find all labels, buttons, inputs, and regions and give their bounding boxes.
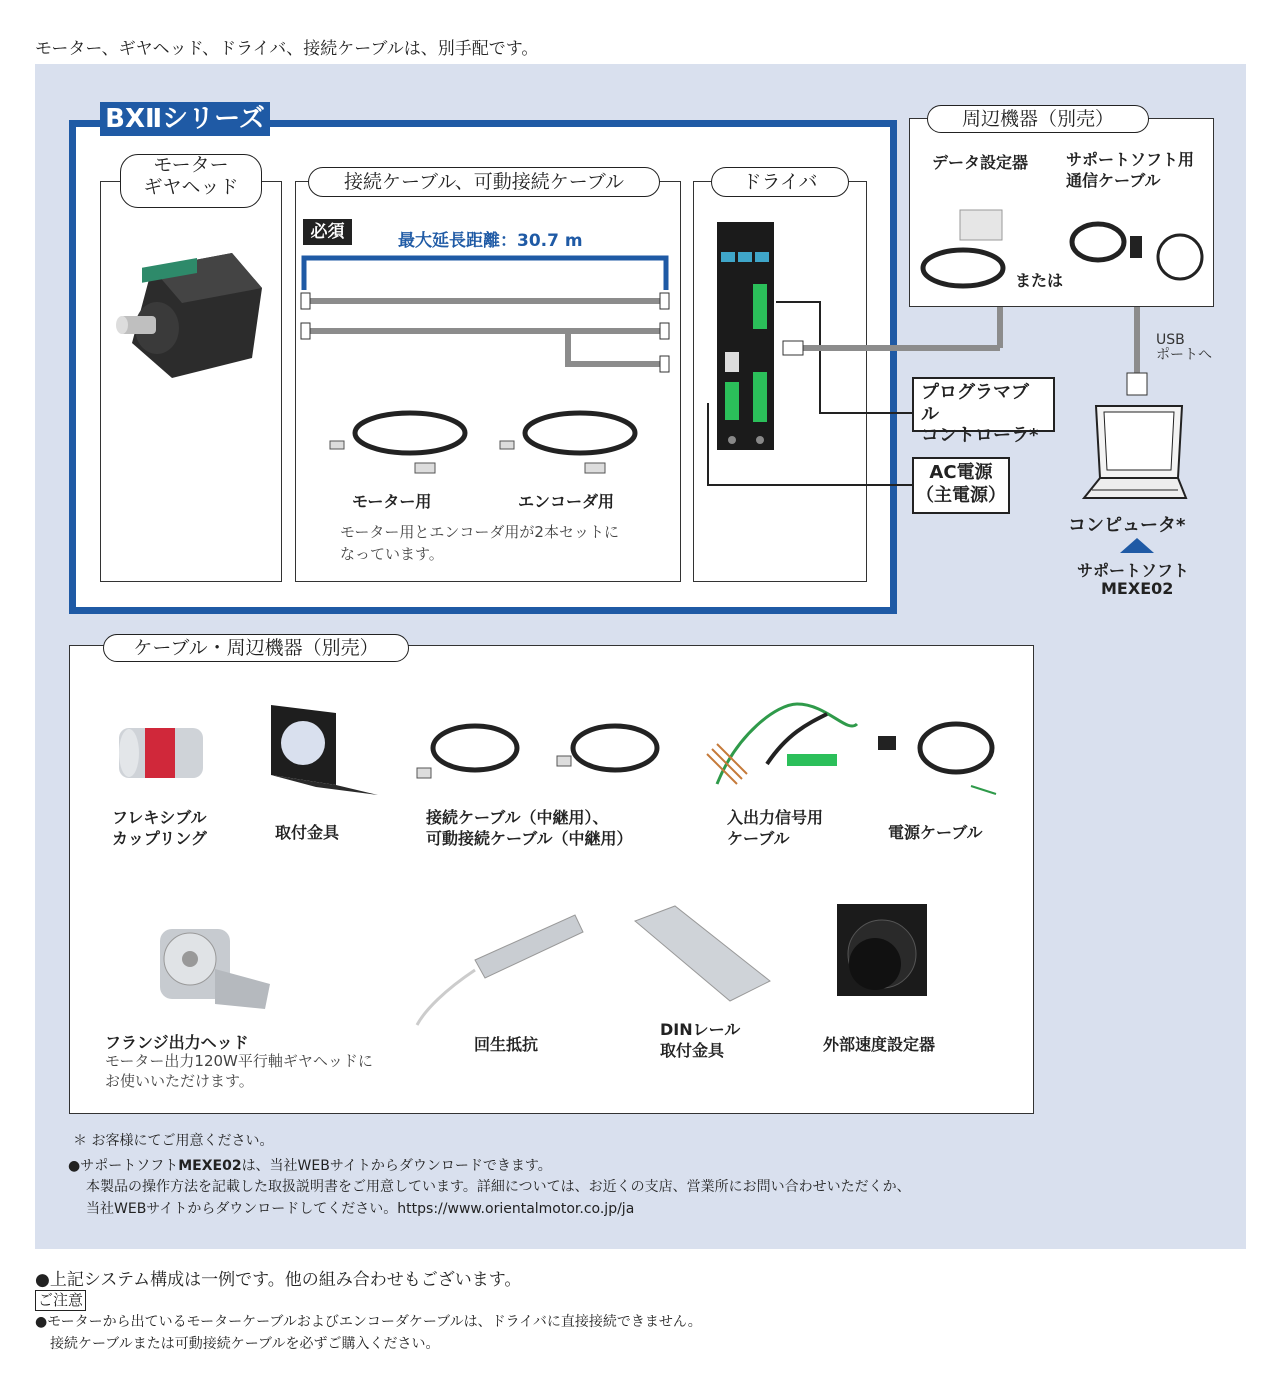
- option-label-power-cable: 電源ケーブル: [888, 823, 983, 842]
- caution-line2: 接続ケーブルまたは可動接続ケーブルを必ずご購入ください。: [50, 1336, 440, 1352]
- support-software-label: サポートソフト: [1077, 561, 1190, 580]
- triangle-up-icon: [1120, 538, 1154, 554]
- speed-setter-image: [835, 902, 935, 1002]
- caution-label: ご注意: [35, 1290, 86, 1311]
- support-cable-image: [1070, 212, 1210, 297]
- cable-set-note: モーター用とエンコーダ用が2本セットに なっています。: [340, 523, 619, 563]
- footnote-asterisk: ＊ お客様にてご用意ください。: [73, 1133, 274, 1149]
- option-label-relay-cable: 接続ケーブル（中継用）、 可動接続ケーブル（中継用）: [426, 808, 633, 848]
- data-setter-image: [918, 208, 1008, 298]
- options-section-title: ケーブル・周辺機器（別売）: [103, 634, 409, 662]
- footnote-support-suffix: は、当社WEBサイトからダウンロードできます。: [241, 1158, 552, 1174]
- option-label-bracket: 取付金具: [275, 823, 340, 842]
- relay-cable-image: [415, 716, 665, 796]
- option-label-flange-head: フランジ出力ヘッド: [105, 1033, 249, 1052]
- option-desc-flange-head: モーター出力120W平行軸ギヤヘッドに お使いいただけます。: [105, 1052, 373, 1091]
- option-label-coupling: フレキシブル カップリング: [112, 808, 207, 848]
- option-label-regen-resistor: 回生抵抗: [474, 1035, 539, 1054]
- computer-label: コンピュータ*: [1068, 515, 1186, 536]
- peripheral-section-title: 周辺機器（別売）: [927, 105, 1149, 133]
- footnote-support-prefix: ●サポートソフト: [68, 1158, 179, 1174]
- io-cable-image: [697, 694, 867, 804]
- encoder-cable-label: エンコーダ用: [518, 492, 615, 511]
- max-length-label: 最大延長距離: [398, 231, 500, 251]
- power-cable-image: [876, 716, 1000, 801]
- caution-line1: ●モーターから出ているモーターケーブルおよびエンコーダケーブルは、ドライバに直接接続できません。: [35, 1314, 702, 1330]
- regen-resistor-image: [415, 910, 585, 1030]
- plc-box: プログラマブル コントローラ*: [912, 377, 1055, 432]
- option-label-speed-setter: 外部速度設定器: [823, 1035, 936, 1054]
- driver-section-title: ドライバ: [711, 167, 849, 197]
- motor-cable-label: モーター用: [352, 492, 432, 511]
- or-label: または: [1015, 271, 1064, 290]
- footnote-support-bold: MEXE02: [178, 1158, 242, 1174]
- max-length-value: ：30.7 m: [500, 231, 583, 251]
- software-name: MEXE02: [1101, 579, 1174, 598]
- coupling-image: [115, 718, 207, 788]
- mounting-bracket-image: [256, 705, 381, 805]
- usb-label: USB ポートへ: [1156, 332, 1212, 364]
- option-label-io-cable: 入出力信号用 ケーブル: [727, 808, 824, 848]
- support-cable-label: サポートソフト用 通信ケーブル: [1066, 150, 1195, 190]
- ac-power-box: AC電源 （主電源）: [912, 457, 1010, 514]
- data-setter-label: データ設定器: [932, 153, 1029, 172]
- series-title: BXⅡシリーズ: [100, 102, 270, 136]
- cable-section-title: 接続ケーブル、可動接続ケーブル: [308, 167, 660, 197]
- example-note: ●上記システム構成は一例です。他の組み合わせもございます。: [35, 1270, 522, 1290]
- option-label-din-bracket: DINレール 取付金具: [660, 1020, 741, 1060]
- required-badge: 必須: [303, 219, 352, 245]
- header-note: モーター、ギヤヘッド、ドライバ、接続ケーブルは、別手配です。: [35, 39, 539, 59]
- footnote-manual-line1: 本製品の操作方法を記載した取扱説明書をご用意しています。詳細については、お近くの支店、営業所にお問い合わせいただくか、: [86, 1179, 911, 1195]
- computer-image: [1082, 398, 1192, 508]
- flange-head-image: [135, 914, 275, 1014]
- din-bracket-image: [635, 906, 775, 1006]
- footnote-manual-line2: 当社WEBサイトからダウンロードしてください。https://www.orientalmotor.co.jp/ja: [86, 1201, 635, 1217]
- footnote-support: [68, 1155, 552, 1175]
- motor-section-title: モーター ギヤヘッド: [120, 154, 262, 208]
